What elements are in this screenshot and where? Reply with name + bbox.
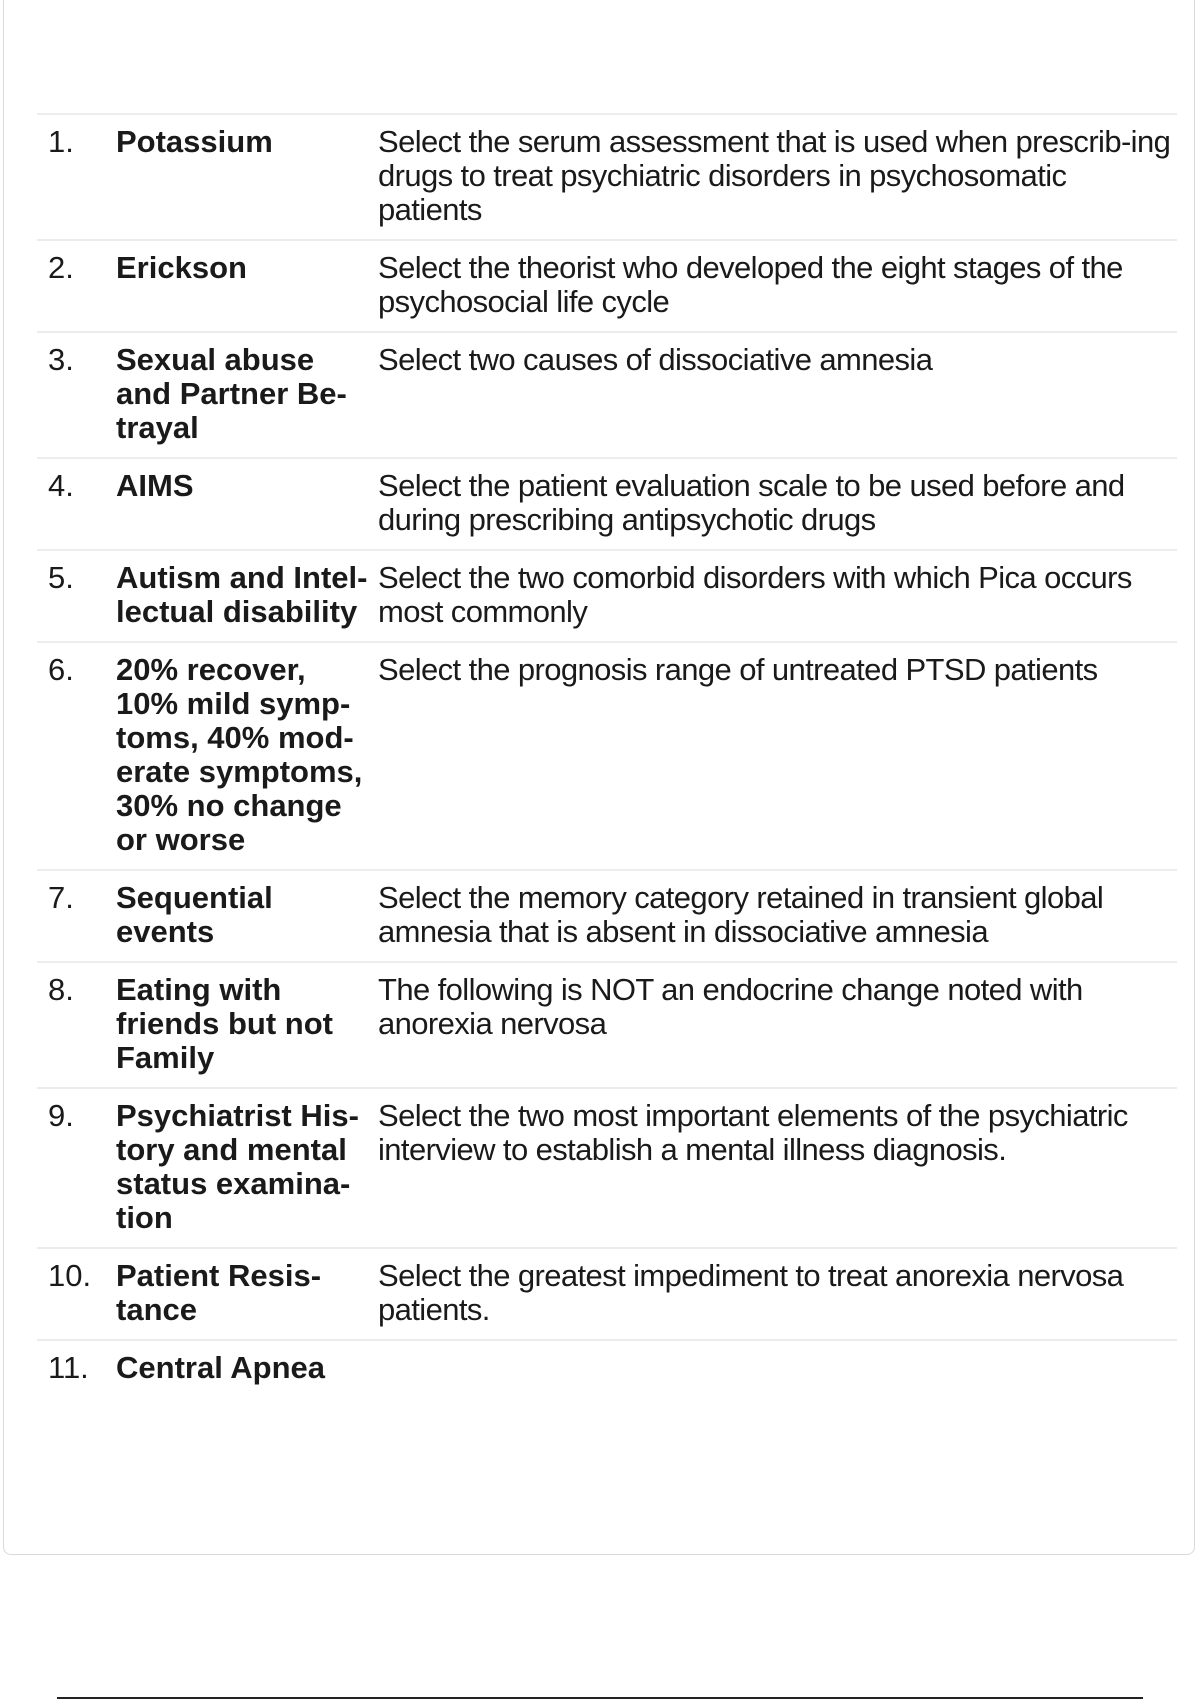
term-text: Potassium [116,124,273,159]
item-number: 9. [48,1098,74,1133]
item-number: 11. [48,1350,89,1385]
item-number: 4. [48,468,74,503]
footer-divider [57,1697,1143,1699]
definition-text: Select the memory category retained in transient global amnesia that is absent in dissociative amnesia [378,880,1104,949]
term-row [37,239,1177,331]
definition-text: Select the two comorbid disorders with which Pica occurs most commonly [378,560,1132,629]
term-row [37,1087,1177,1247]
item-number: 6. [48,652,74,687]
term-row [37,961,1177,1087]
definition-text: The following is NOT an endocrine change noted with anorexia nervosa [378,972,1083,1041]
term-text: AIMS [116,468,194,503]
term-text: Psychiatrist His-tory and mental status examina-tion [116,1098,359,1235]
term-row [37,869,1177,961]
term-text: Central Apnea [116,1350,326,1385]
term-row [37,113,1177,239]
definition-text: Select the prognosis range of untreated PTSD patients [378,652,1098,687]
item-number: 7. [48,880,74,915]
item-number: 1. [48,124,74,159]
item-number: 10. [48,1258,92,1293]
term-text: Eating with friends but not Family [116,972,333,1075]
term-row [37,641,1177,869]
term-text: Sequential events [116,880,273,949]
term-row [37,1247,1177,1339]
term-text: 20% recover, 10% mild symp-toms, 40% mod-erate symptoms, 30% no change or worse [116,652,363,857]
definition-text: Select the greatest impediment to treat anorexia nervosa patients. [378,1258,1124,1327]
definition-text: Select the theorist who developed the eight stages of the psychosocial life cycle [378,250,1123,319]
flashcard-list-card [3,0,1195,1555]
term-text: Sexual abuse and Partner Be-trayal [116,342,347,445]
definition-text: Select the serum assessment that is used when prescrib-ing drugs to treat psychiatric disorders in psychosomatic patients [378,124,1171,227]
item-number: 3. [48,342,74,377]
item-number: 2. [48,250,74,285]
term-row [37,331,1177,457]
item-number: 8. [48,972,74,1007]
term-row [37,457,1177,549]
term-row [37,1339,1177,1397]
term-row [37,549,1177,641]
definition-text: Select two causes of dissociative amnesia [378,342,933,377]
term-text: Erickson [116,250,247,285]
item-number: 5. [48,560,74,595]
term-list [37,113,1177,1397]
term-text: Autism and Intel-lectual disability [116,560,368,629]
definition-text: Select the two most important elements of the psychiatric interview to establish a mental illness diagnosis. [378,1098,1128,1167]
definition-text [378,1351,1177,1385]
term-text: Patient Resis-tance [116,1258,322,1327]
definition-text: Select the patient evaluation scale to be used before and during prescribing antipsychotic drugs [378,468,1125,537]
